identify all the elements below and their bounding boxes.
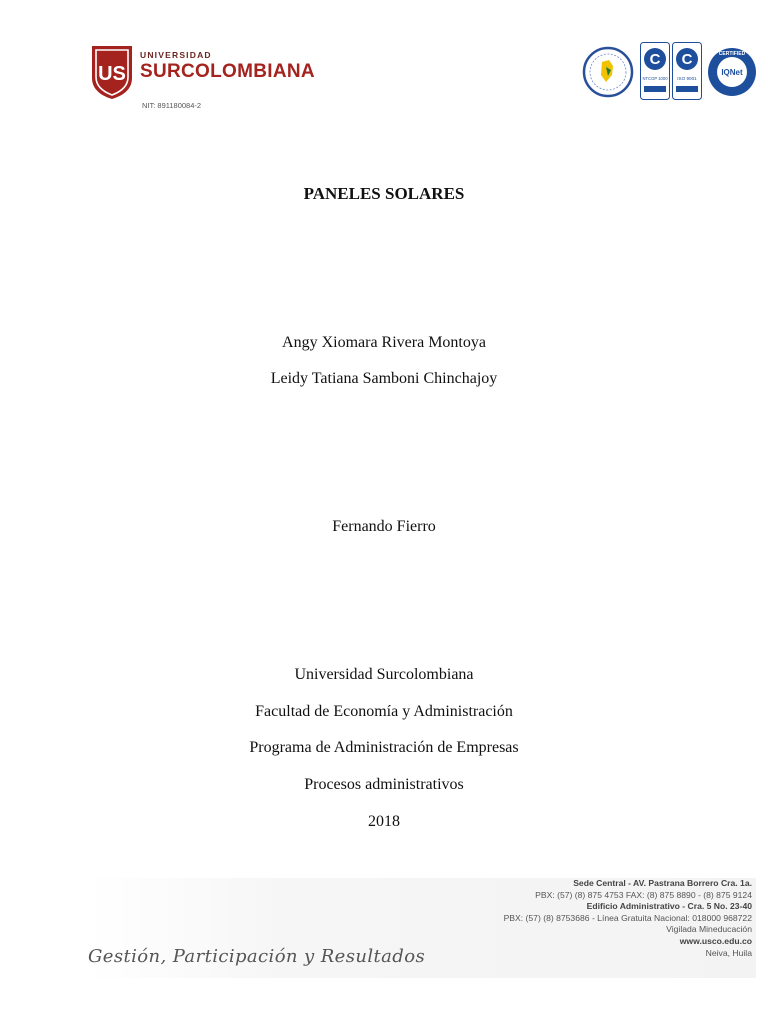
address-line-4: PBX: (57) (8) 8753686 - Línea Gratuita Nacional: 018000 968722 xyxy=(503,912,752,923)
address-line-7: Neiva, Huila xyxy=(705,947,752,958)
icontec-iso-icon xyxy=(672,42,702,100)
icontec-ntcgp-icon xyxy=(640,42,670,100)
professor-name: Fernando Fierro xyxy=(332,518,436,535)
icontec-iso-text: ISO 9001 xyxy=(677,76,697,81)
address-line-1: Sede Central - AV. Pastrana Borrero Cra. 1a. xyxy=(573,878,752,888)
icontec-letter-2: C xyxy=(681,51,693,68)
university-name: Universidad Surcolombiana xyxy=(294,666,474,683)
program-name: Programa de Administración de Empresas xyxy=(249,739,519,756)
website-link[interactable]: www.usco.edu.co xyxy=(679,935,752,946)
iqnet-certified-text: CERTIFIED xyxy=(718,51,746,57)
logo-small-text: UNIVERSIDAD xyxy=(140,50,212,60)
shield-letters: US xyxy=(98,63,126,85)
author-2: Leidy Tatiana Samboni Chinchajoy xyxy=(270,370,498,387)
faculty-name: Facultad de Economía y Administración xyxy=(255,703,513,720)
logo-big-text: SURCOLOMBIANA xyxy=(140,61,315,82)
icontec-letter-1: C xyxy=(649,51,661,68)
icontec-ntcgp-text: NTCGP 1000 xyxy=(642,76,668,81)
university-shield-icon xyxy=(90,44,134,100)
iqnet-text: IQNet xyxy=(721,68,743,77)
course-name: Procesos administrativos xyxy=(304,776,464,793)
author-1: Angy Xiomara Rivera Montoya xyxy=(282,334,486,351)
university-logo xyxy=(90,44,315,114)
document-year: 2018 xyxy=(368,813,400,830)
address-line-5: Vigilada Mineducación xyxy=(666,924,752,935)
quality-seal-icon xyxy=(582,42,634,102)
footer-slogan: Gestión, Participación y Resultados xyxy=(88,946,426,967)
address-line-2: PBX: (57) (8) 875 4753 FAX: (8) 875 8890 - (8) 875 9124 xyxy=(535,889,752,900)
address-line-3: Edificio Administrativo - Cra. 5 No. 23-40 xyxy=(586,901,752,912)
nit-number: NIT: 891180084-2 xyxy=(142,101,202,110)
certification-logos xyxy=(582,42,758,102)
document-title: PANELES SOLARES xyxy=(303,184,465,203)
iqnet-icon xyxy=(706,42,758,102)
footer-address xyxy=(332,878,752,959)
